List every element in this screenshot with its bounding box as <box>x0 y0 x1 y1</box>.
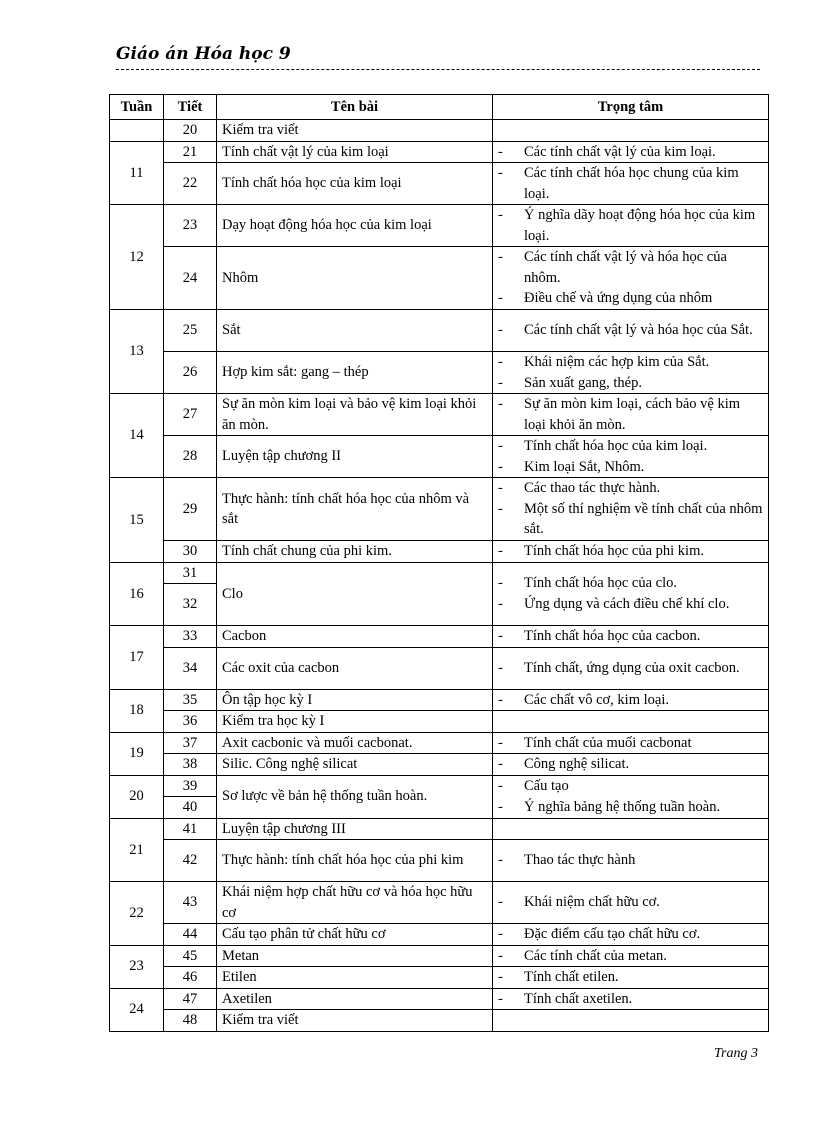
period-cell: 48 <box>164 1010 217 1032</box>
header-divider <box>116 69 760 70</box>
focus-item <box>498 373 763 394</box>
focus-item-text: Tính chất, ứng dụng của oxit cacbon. <box>524 659 740 676</box>
focus-cell <box>493 120 769 142</box>
lesson-title-cell: Thực hành: tính chất hóa học của phi kim <box>217 840 493 882</box>
focus-item <box>498 690 763 711</box>
table-row <box>110 626 769 648</box>
week-cell: 24 <box>110 988 164 1031</box>
lesson-title-cell: Thực hành: tính chất hóa học của nhôm và sắt <box>217 478 493 541</box>
table-row <box>110 988 769 1010</box>
focus-cell <box>493 1010 769 1032</box>
focus-cell <box>493 478 769 541</box>
table-row <box>110 352 769 394</box>
bullet-dash: - <box>498 894 503 911</box>
bullet-dash: - <box>498 734 503 751</box>
bullet-dash: - <box>498 165 503 181</box>
page-number: Trang 3 <box>714 1046 758 1061</box>
table-row <box>110 732 769 754</box>
period-cell: 37 <box>164 732 217 754</box>
focus-item <box>498 797 763 818</box>
lesson-title-cell: Khái niệm hợp chất hữu cơ và hóa học hữu cơ <box>217 882 493 924</box>
table-row <box>110 967 769 989</box>
table-row <box>110 541 769 563</box>
period-cell: 43 <box>164 882 217 924</box>
period-cell: 39 <box>164 775 217 797</box>
bullet-dash: - <box>498 322 503 339</box>
bullet-dash: - <box>498 374 503 391</box>
table-row <box>110 141 769 163</box>
week-cell: 14 <box>110 394 164 478</box>
bullet-dash: - <box>498 926 503 942</box>
period-cell: 45 <box>164 945 217 967</box>
focus-item-text: Công nghệ silicat. <box>524 756 630 772</box>
focus-item-text: Tính chất axetilen. <box>524 990 633 1007</box>
bullet-dash: - <box>498 595 503 612</box>
lesson-title-cell: Kiểm tra viết <box>217 120 493 142</box>
bullet-dash: - <box>498 396 503 412</box>
focus-cell <box>493 626 769 648</box>
table-row <box>110 711 769 733</box>
focus-item-text: Các tính chất vật lý và hóa học của nhôm. <box>524 249 727 286</box>
period-cell: 30 <box>164 541 217 563</box>
bullet-dash: - <box>498 947 503 964</box>
focus-item-text: Các tính chất của metan. <box>524 947 667 964</box>
lesson-title-cell: Tính chất vật lý của kim loại <box>217 141 493 163</box>
focus-item-text: Tính chất của muối cacbonat <box>524 734 692 751</box>
focus-item-text: Ứng dụng và cách điều chế khí clo. <box>524 595 730 612</box>
week-cell: 11 <box>110 141 164 205</box>
bullet-dash: - <box>498 249 503 266</box>
focus-cell <box>493 882 769 924</box>
focus-item-text: Sự ăn mòn kim loại, cách bảo vệ kim loại khỏi ăn mòn. <box>524 396 741 433</box>
period-cell: 31 <box>164 562 217 584</box>
bullet-dash: - <box>498 798 503 815</box>
focus-cell <box>493 541 769 563</box>
focus-item <box>498 288 763 309</box>
focus-item-text: Tính chất hóa học của cacbon. <box>524 628 701 644</box>
lesson-title-cell: Sắt <box>217 310 493 352</box>
focus-cell <box>493 988 769 1010</box>
period-cell: 42 <box>164 840 217 882</box>
focus-cell <box>493 352 769 394</box>
focus-cell <box>493 689 769 711</box>
week-cell: 17 <box>110 626 164 690</box>
focus-item-text: Tính chất hóa học của clo. <box>524 575 677 592</box>
focus-item <box>498 142 763 163</box>
period-cell: 21 <box>164 141 217 163</box>
lesson-title-cell: Hợp kim sắt: gang – thép <box>217 352 493 394</box>
focus-item <box>498 394 763 435</box>
table-row <box>110 310 769 352</box>
period-cell: 23 <box>164 205 217 247</box>
focus-item <box>498 850 763 871</box>
period-cell: 29 <box>164 478 217 541</box>
week-cell <box>110 120 164 142</box>
column-header-week: Tuần <box>110 95 164 120</box>
table-row <box>110 882 769 924</box>
lesson-title-cell: Sơ lược về bản hệ thống tuần hoàn. <box>217 775 493 818</box>
period-cell: 44 <box>164 924 217 946</box>
period-cell: 20 <box>164 120 217 142</box>
bullet-dash: - <box>498 480 503 497</box>
bullet-dash: - <box>498 354 503 370</box>
table-row <box>110 840 769 882</box>
week-cell: 12 <box>110 205 164 310</box>
focus-cell <box>493 754 769 776</box>
focus-item-text: Thao tác thực hành <box>524 852 636 869</box>
focus-item-text: Kim loại Sắt, Nhôm. <box>524 458 645 475</box>
bullet-dash: - <box>498 852 503 869</box>
period-cell: 26 <box>164 352 217 394</box>
lesson-title-cell: Luyện tập chương III <box>217 818 493 840</box>
lesson-title-cell: Nhôm <box>217 247 493 310</box>
lesson-title-cell: Ôn tập học kỳ I <box>217 689 493 711</box>
lesson-title-cell: Dạy hoạt động hóa học của kim loại <box>217 205 493 247</box>
focus-item <box>498 967 763 988</box>
focus-cell <box>493 310 769 352</box>
bullet-dash: - <box>498 756 503 772</box>
bullet-dash: - <box>498 438 503 454</box>
focus-cell <box>493 562 769 626</box>
bullet-dash: - <box>498 143 503 160</box>
focus-item <box>498 626 763 647</box>
lesson-title-cell: Etilen <box>217 967 493 989</box>
table-row <box>110 120 769 142</box>
period-cell: 25 <box>164 310 217 352</box>
lesson-title-cell: Axetilen <box>217 988 493 1010</box>
focus-item <box>498 499 763 540</box>
focus-item <box>498 478 763 499</box>
focus-item <box>498 946 763 967</box>
period-cell: 41 <box>164 818 217 840</box>
period-cell: 47 <box>164 988 217 1010</box>
lesson-title-cell: Silic. Công nghệ silicat <box>217 754 493 776</box>
focus-item <box>498 573 763 594</box>
lesson-plan-table <box>109 94 769 1032</box>
lesson-title-cell: Kiểm tra viết <box>217 1010 493 1032</box>
lesson-title-cell: Metan <box>217 945 493 967</box>
week-cell: 15 <box>110 478 164 563</box>
week-cell: 21 <box>110 818 164 882</box>
period-cell: 38 <box>164 754 217 776</box>
period-cell: 27 <box>164 394 217 436</box>
table-row <box>110 775 769 797</box>
period-cell: 46 <box>164 967 217 989</box>
focus-item <box>498 352 763 373</box>
focus-cell <box>493 205 769 247</box>
focus-cell <box>493 818 769 840</box>
period-cell: 28 <box>164 436 217 478</box>
focus-item <box>498 436 763 457</box>
bullet-dash: - <box>498 290 503 307</box>
focus-cell <box>493 775 769 818</box>
focus-cell <box>493 732 769 754</box>
bullet-dash: - <box>498 458 503 475</box>
lesson-title-cell: Tính chất hóa học của kim loại <box>217 163 493 205</box>
week-cell: 22 <box>110 882 164 946</box>
focus-item-text: Các tính chất vật lý của kim loại. <box>524 143 716 160</box>
document-header-title: Giáo án Hóa học 9 <box>116 44 291 64</box>
lesson-title-cell: Luyện tập chương II <box>217 436 493 478</box>
period-cell: 22 <box>164 163 217 205</box>
bullet-dash: - <box>498 543 503 559</box>
bullet-dash: - <box>498 207 503 223</box>
table-row <box>110 163 769 205</box>
focus-item <box>498 541 763 562</box>
bullet-dash: - <box>498 659 503 676</box>
period-cell: 32 <box>164 584 217 626</box>
period-cell: 40 <box>164 797 217 819</box>
table-row <box>110 647 769 689</box>
table-row <box>110 945 769 967</box>
table-row <box>110 247 769 310</box>
bullet-dash: - <box>498 500 503 517</box>
table-row <box>110 754 769 776</box>
focus-cell <box>493 247 769 310</box>
focus-item <box>498 989 763 1010</box>
week-cell: 20 <box>110 775 164 818</box>
focus-item <box>498 163 763 204</box>
bullet-dash: - <box>498 575 503 592</box>
focus-item-text: Các tính chất vật lý và hóa học của Sắt. <box>524 322 753 339</box>
focus-item-text: Sản xuất gang, thép. <box>524 374 642 391</box>
focus-item-text: Các chất vô cơ, kim loại. <box>524 691 669 708</box>
table-row <box>110 436 769 478</box>
bullet-dash: - <box>498 691 503 708</box>
period-cell: 35 <box>164 689 217 711</box>
focus-item-text: Khái niệm chất hữu cơ. <box>524 894 660 911</box>
focus-item-text: Cấu tạo <box>524 778 569 794</box>
focus-cell <box>493 945 769 967</box>
bullet-dash: - <box>498 990 503 1007</box>
focus-item <box>498 247 763 288</box>
focus-item <box>498 892 763 913</box>
focus-item-text: Tính chất hóa học của phi kim. <box>524 543 704 559</box>
bullet-dash: - <box>498 628 503 644</box>
focus-cell <box>493 711 769 733</box>
focus-cell <box>493 840 769 882</box>
table-header-row <box>110 95 769 120</box>
focus-item <box>498 205 763 246</box>
table-row <box>110 818 769 840</box>
focus-item <box>498 733 763 754</box>
lesson-title-cell: Cấu tạo phân tử chất hữu cơ <box>217 924 493 946</box>
table-row <box>110 689 769 711</box>
bullet-dash: - <box>498 778 503 794</box>
focus-item-text: Một số thí nghiệm về tính chất của nhôm sắt. <box>524 500 763 538</box>
column-header-lesson-title: Tên bài <box>217 95 493 120</box>
lesson-title-cell: Tính chất chung của phi kim. <box>217 541 493 563</box>
lesson-title-cell: Axit cacbonic và muối cacbonat. <box>217 732 493 754</box>
column-header-period: Tiết <box>164 95 217 120</box>
week-cell: 23 <box>110 945 164 988</box>
table-row <box>110 394 769 436</box>
period-cell: 34 <box>164 647 217 689</box>
focus-item <box>498 594 763 615</box>
focus-item-text: Ý nghĩa dãy hoạt động hóa học của kim loại. <box>524 207 756 244</box>
focus-cell <box>493 924 769 946</box>
focus-item <box>498 320 763 341</box>
table-row <box>110 1010 769 1032</box>
focus-item <box>498 658 763 679</box>
focus-cell <box>493 141 769 163</box>
week-cell: 13 <box>110 310 164 394</box>
focus-item-text: Các tính chất hóa học chung của kim loại. <box>524 165 739 202</box>
focus-item-text: Tính chất etilen. <box>524 969 619 985</box>
table-row <box>110 924 769 946</box>
period-cell: 36 <box>164 711 217 733</box>
focus-cell <box>493 163 769 205</box>
focus-cell <box>493 436 769 478</box>
lesson-title-cell: Các oxit của cacbon <box>217 647 493 689</box>
focus-item-text: Điều chế và ứng dụng của nhôm <box>524 290 713 307</box>
week-cell: 18 <box>110 689 164 732</box>
table-row <box>110 205 769 247</box>
focus-item <box>498 457 763 478</box>
focus-item-text: Tính chất hóa học của kim loại. <box>524 438 708 454</box>
table-row <box>110 562 769 584</box>
focus-item-text: Các thao tác thực hành. <box>524 480 661 497</box>
focus-cell <box>493 647 769 689</box>
week-cell: 16 <box>110 562 164 626</box>
focus-item-text: Ý nghĩa bảng hệ thống tuần hoàn. <box>524 798 721 815</box>
lesson-title-cell: Clo <box>217 562 493 626</box>
focus-item-text: Đặc điểm cấu tạo chất hữu cơ. <box>524 926 701 942</box>
column-header-focus: Trọng tâm <box>493 95 769 120</box>
lesson-title-cell: Kiểm tra học kỳ I <box>217 711 493 733</box>
focus-item-text: Khái niệm các hợp kim của Sắt. <box>524 354 710 370</box>
focus-item <box>498 776 763 797</box>
focus-cell <box>493 394 769 436</box>
week-cell: 19 <box>110 732 164 775</box>
focus-item <box>498 754 763 775</box>
focus-item <box>498 924 763 945</box>
table-row <box>110 478 769 541</box>
lesson-title-cell: Cacbon <box>217 626 493 648</box>
bullet-dash: - <box>498 969 503 985</box>
period-cell: 33 <box>164 626 217 648</box>
lesson-title-cell: Sự ăn mòn kim loại và bảo vệ kim loại khỏi ăn mòn. <box>217 394 493 436</box>
focus-cell <box>493 967 769 989</box>
period-cell: 24 <box>164 247 217 310</box>
